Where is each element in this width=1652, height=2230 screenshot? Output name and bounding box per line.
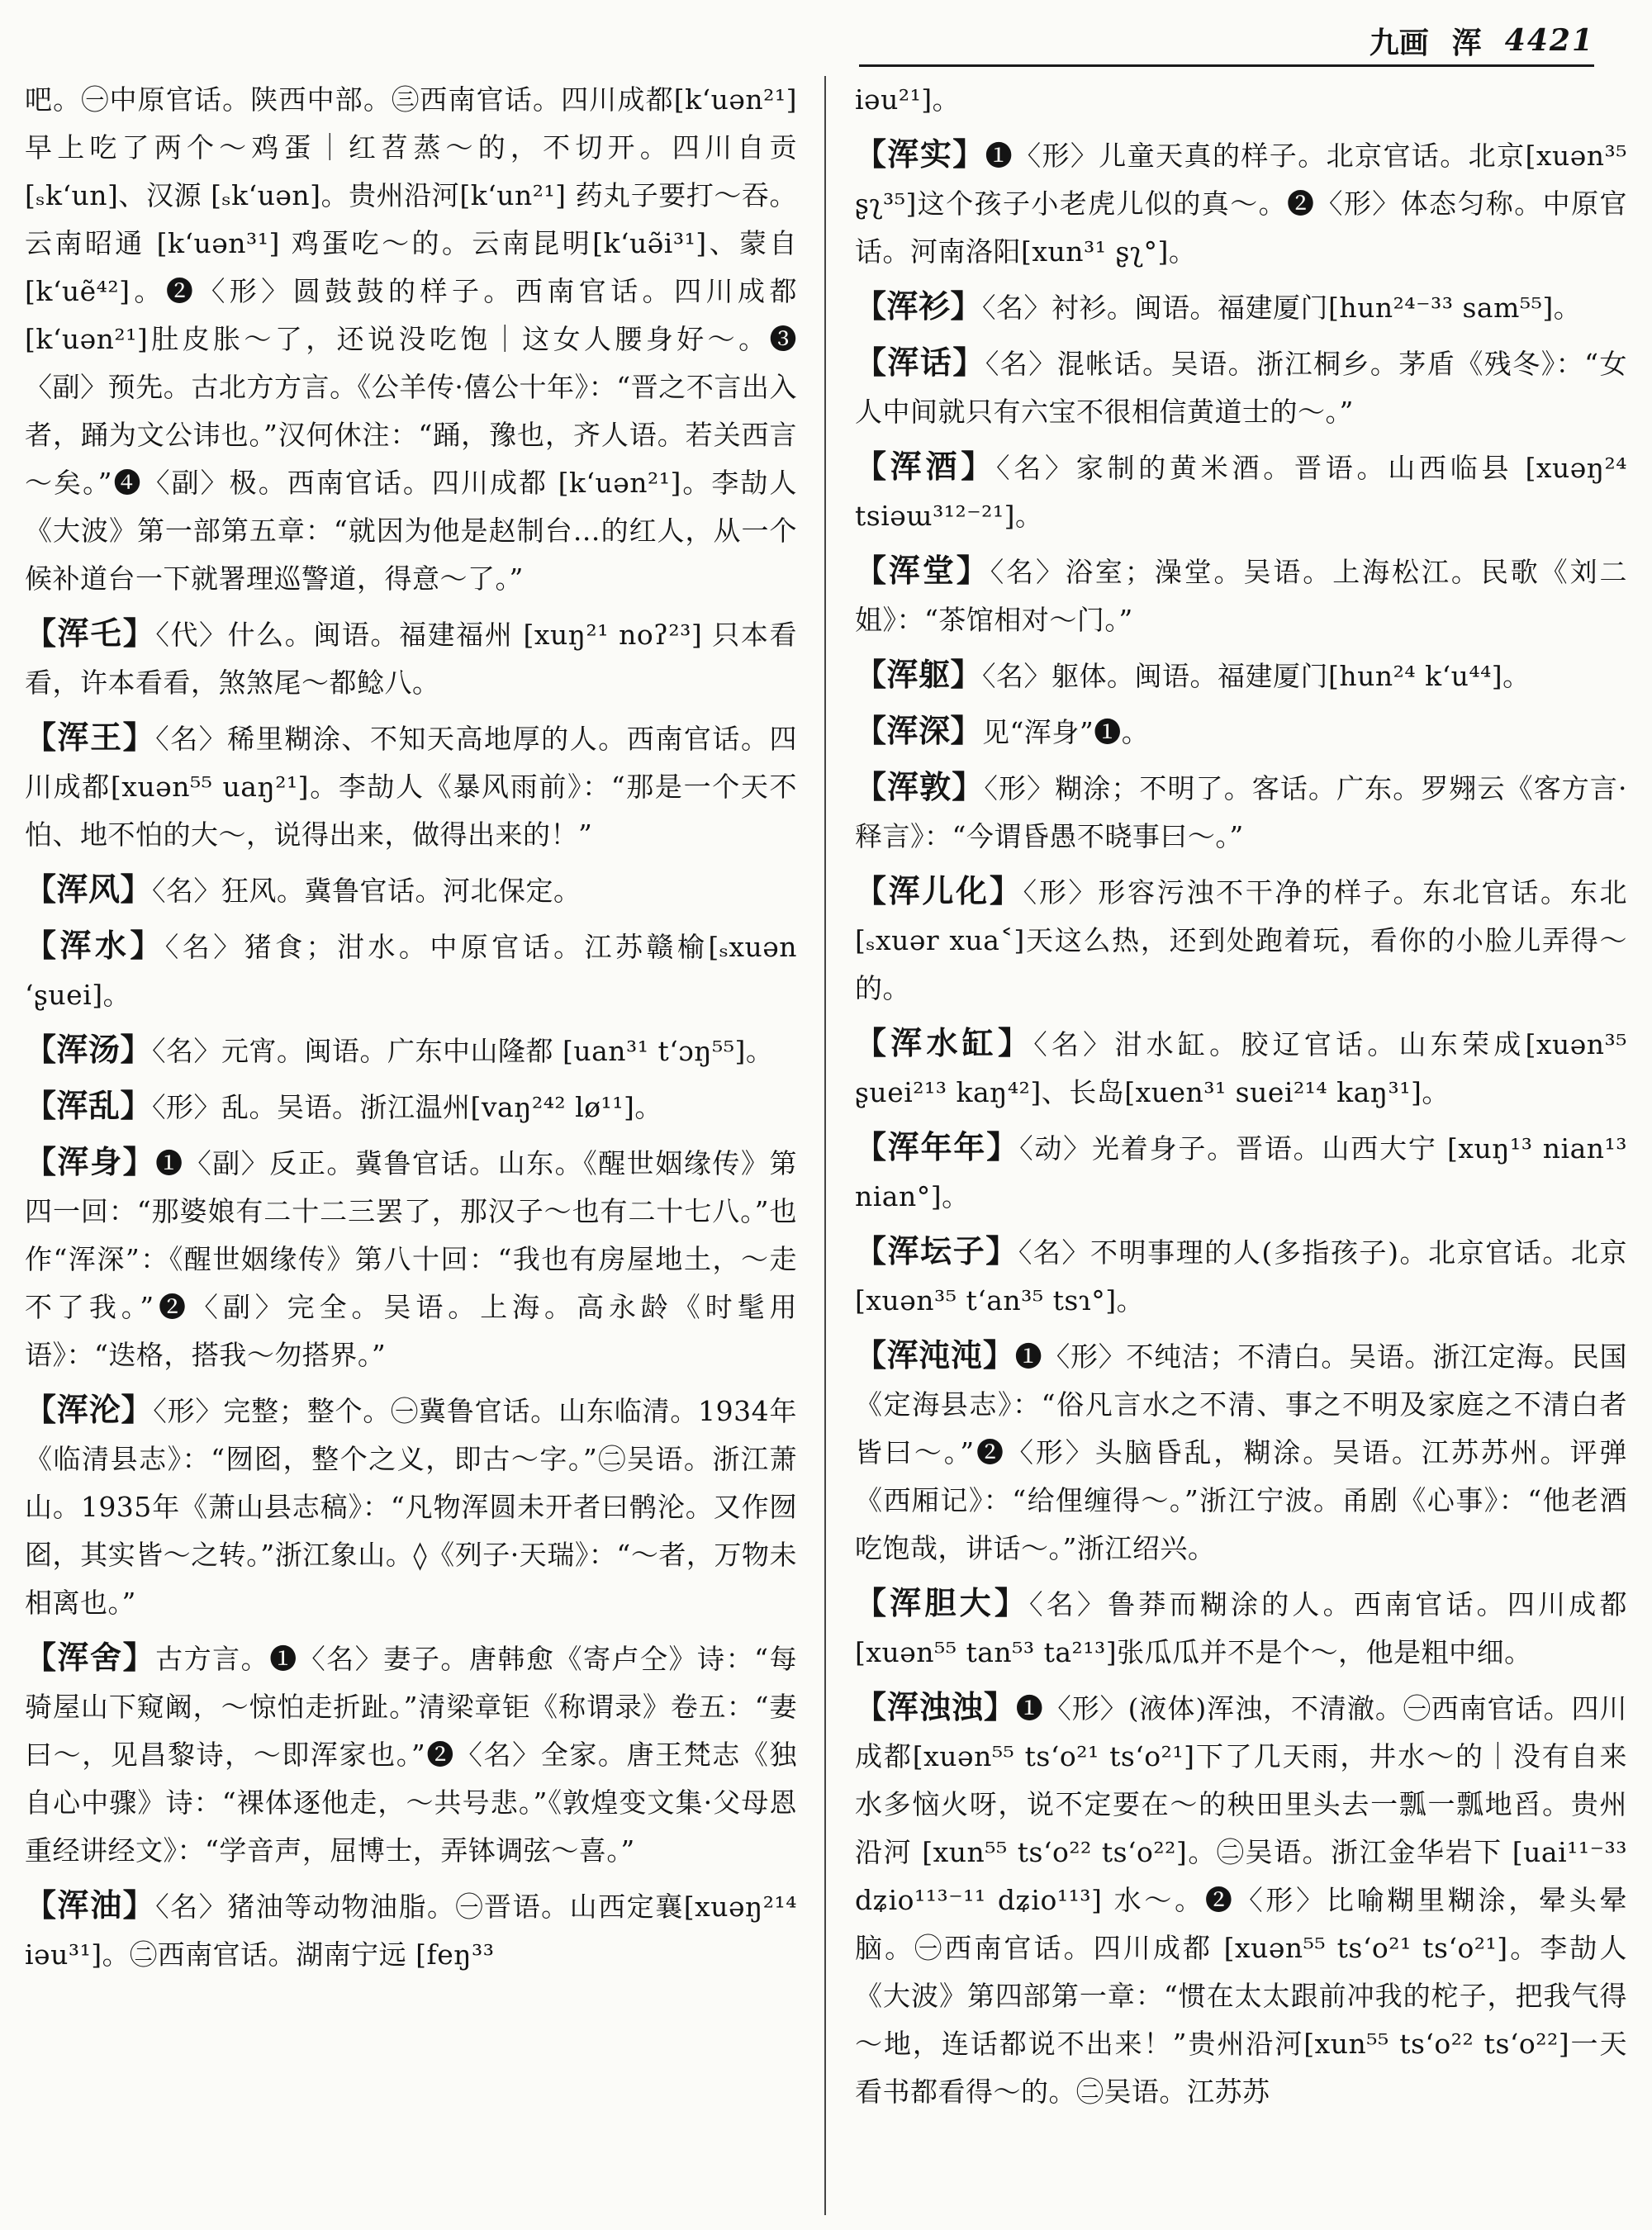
left-column [25,76,797,2215]
dictionary-entry [855,282,1627,332]
entry-headword: 【浑实】 [855,135,985,173]
entry-headword: 【浑风】 [25,871,153,908]
entry-definition: 〈名〉不明事理的人(多指孩子)。北京官话。北京[xuən³⁵ t‘an³⁵ tsɿ°]。 [855,1236,1627,1317]
entry-definition: ❶〈形〉(液体)浑浊，不清澈。㊀西南官话。四川成都[xuən⁵⁵ ts‘o²¹ ts‘o²¹]下了几天雨，井水～的｜没有自来水多恼火呀，说不定要在～的秧田里头去一瓢一瓢地舀。贵州沿河 [xun⁵⁵ ts‘o²² ts‘o²²]。㊁吴语。浙江金华岩下 [uai¹¹⁻³³ dʑio¹¹³⁻¹¹ dʑio¹¹³] 水～。❷〈形〉比喻糊里糊涂，晕头晕脑。㊀西南官话。四川成都 [xuən⁵⁵ ts‘o²¹ ts‘o²¹]。李劼人《大波》第四部第一章：“惯在太太跟前冲我的柁子，把我气得～地，连话都说不出来！”贵州沿河[xun⁵⁵ ts‘o²² ts‘o²²]一天看书都看得～的。㊁吴语。江苏苏 [855,1692,1627,2108]
dictionary-entry [25,1881,797,1979]
dictionary-entry [855,547,1627,644]
entry-headword: 【浑舍】 [25,1639,156,1676]
dictionary-entry [25,1082,797,1132]
entry-definition: 〈名〉狂风。冀鲁官话。河北保定。 [152,875,582,907]
dictionary-entry [25,1634,797,1875]
entry-headword: 【浑沌沌】 [855,1336,1015,1374]
entry-headword: 【浑乱】 [25,1087,153,1124]
dictionary-entry [855,1227,1627,1325]
entry-definition: ❶〈形〉儿童天真的样子。北京官话。北京[xuən³⁵ ʂʅ³⁵]这个孩子小老虎儿似的真～。❷〈形〉体态匀称。中原官话。河南洛阳[xun³¹ ʂʅ°]。 [855,140,1627,268]
entry-definition: 〈名〉混帐话。吴语。浙江桐乡。茅盾《残冬》：“女人中间就只有六宝不很相信黄道士的～。” [855,348,1627,428]
dictionary-entry [855,339,1627,436]
entry-definition: 〈形〉完整；整个。㊀冀鲁官话。山东临清。1934年《临清县志》：“囫囵，整个之义，即古～字。”㊁吴语。浙江萧山。1935年《萧山县志稿》：“凡物浑圆未开者曰鹘沦。又作囫囵，其实皆～之转。”浙江象山。◊《列子·天瑞》：“～者，万物未相离也。” [25,1395,797,1619]
dictionary-entry [855,1579,1627,1677]
entry-headword: 【浑酒】 [855,448,997,485]
dictionary-entry [855,1331,1627,1573]
entry-definition: 〈形〉糊涂；不明了。客话。广东。罗翙云《客方言·释言》：“今谓昏愚不晓事曰～。” [855,772,1627,852]
dictionary-entry [25,922,797,1019]
dictionary-entry [25,1386,797,1627]
right-column [855,76,1627,2215]
dictionary-entry [855,1123,1627,1221]
continued-text [25,76,797,603]
dictionary-entry [25,1026,797,1075]
dictionary-entry [855,651,1627,700]
entry-headword: 【浑衫】 [855,287,983,325]
entry-definition: 见“浑身”❶。 [982,716,1150,748]
entry-definition: 〈代〉什么。闽语。福建福州 [xuŋ²¹ noʔ²³] 只本看看，许本看看，煞煞尾～都鲶八。 [25,619,797,699]
entry-definition: 〈名〉猪油等动物油脂。㊀晋语。山西定襄[xuəŋ²¹⁴ iəu³¹]。㊁西南官话。湖南宁远 [feŋ³³ [25,1891,797,1971]
entry-definition: 〈名〉躯体。闽语。福建厦门[hun²⁴ k‘u⁴⁴]。 [982,660,1531,692]
entry-definition: 〈名〉浴室；澡堂。吴语。上海松江。民歌《刘二姐》：“茶馆相对～门。” [855,556,1627,636]
entry-definition: 〈名〉元宵。闽语。广东中山隆都 [uan³¹ t‘ɔŋ⁵⁵]。 [152,1035,774,1067]
entry-definition: 吧。㊀中原官话。陕西中部。㊂西南官话。四川成都[k‘uən²¹]早上吃了两个～鸡蛋｜红苕蒸～的，不切开。四川自贡 [ₛk‘un]、汉源 [ₛk‘uən]。贵州沿河[k‘un²¹] 药丸子要打～吞。云南昭通 [k‘uən³¹] 鸡蛋吃～的。云南昆明[k‘uə̃i³¹]、蒙自[k‘uẽ⁴²]。❷〈形〉圆鼓鼓的样子。西南官话。四川成都[k‘uən²¹]肚皮胀～了，还说没吃饱｜这女人腰身好～。❸〈副〉预先。古北方方言。《公羊传·僖公十年》：“晋之不言出入者，踊为文公讳也。”汉何休注：“踊，豫也，齐人语。若关西言～矣。”❹〈副〉极。西南官话。四川成都 [k‘uən²¹]。李劼人《大波》第一部第五章：“就因为他是赵制台…的红人，从一个候补道台一下就署理巡警道，得意～了。” [25,83,797,595]
entry-definition: ❶〈副〉反正。冀鲁官话。山东。《醒世姻缘传》第四一回：“那婆娘有二十二三罢了，那汉子～也有二十七八。”也作“浑深”：《醒世姻缘传》第八十回：“我也有房屋地土，～走不了我。”❷〈副〉完全。吴语。上海。高永龄《时髦用语》：“迭格，搭我～勿搭界。” [25,1147,797,1371]
entry-headword: 【浑油】 [25,1886,156,1924]
entry-headword: 【浑儿化】 [855,872,1023,909]
dictionary-entry [855,1019,1627,1117]
entry-headword: 【浑话】 [855,344,985,381]
entry-definition: 古方言。❶〈名〉妻子。唐韩愈《寄卢仝》诗：“每骑屋山下窥阚，～惊怕走折趾。”清梁章钜《称谓录》卷五：“妻曰～，见昌黎诗，～即浑家也。”❷〈名〉全家。唐王梵志《独自心中骤》诗：“裸体逐他走，～共号悲。”《敦煌变文集·父母恩重经讲经文》：“学音声，屈博士，弄钵调弦～喜。” [25,1643,797,1867]
entry-headword: 【浑王】 [25,719,156,756]
entry-headword: 【浑胆大】 [855,1584,1030,1621]
entry-definition: 〈动〉光着身子。晋语。山西大宁 [xuŋ¹³ nian¹³ nian°]。 [855,1132,1627,1212]
entry-headword: 【浑坛子】 [855,1232,1018,1269]
entry-definition: 〈名〉猪食；泔水。中原官话。江苏赣榆[ₛxuən ‘ʂuei]。 [25,931,797,1011]
entry-headword: 【浑水缸】 [855,1024,1034,1061]
entry-definition: 〈名〉家制的黄米酒。晋语。山西临县 [xuəŋ²⁴ tsiəɯ³¹²⁻²¹]。 [855,452,1627,532]
page-number: 4421 [1504,23,1594,58]
entry-definition: iəu²¹]。 [855,83,961,116]
dictionary-entry [855,1683,1627,2116]
entry-headword: 【浑深】 [855,712,983,749]
entry-headword: 【浑身】 [25,1143,156,1180]
continued-text [855,76,1627,124]
entry-definition: 〈名〉衬衫。闽语。福建厦门[hun²⁴⁻³³ sam⁵⁵]。 [982,292,1582,324]
running-header [859,17,1594,67]
entry-definition: 〈形〉形容污浊不干净的样子。东北官话。东北[ₛxuər xua˂]天这么热，还到处跑着玩，看你的小脸儿弄得～的。 [855,876,1627,1004]
dictionary-entry [855,763,1627,861]
header-char: 浑 [1451,25,1482,60]
entry-headword: 【浑堂】 [855,552,990,589]
entry-headword: 【浑汤】 [25,1031,153,1068]
header-section: 九画 [1369,25,1429,60]
dictionary-entry [855,867,1627,1013]
entry-definition: ❶〈形〉不纯洁；不清白。吴语。浙江定海。民国《定海县志》：“俗凡言水之不清、事之不明及家庭之不清白者皆曰～。”❷〈形〉头脑昏乱，糊涂。吴语。江苏苏州。评弹《西厢记》：“给俚缠得～。”浙江宁波。甬剧《心事》：“他老酒吃饱哉，讲话～。”浙江绍兴。 [855,1340,1627,1564]
entry-definition: 〈名〉泔水缸。胶辽官话。山东荣成[xuən³⁵ ʂuei²¹³ kaŋ⁴²]、长岛[xuen³¹ suei²¹⁴ kaŋ³¹]。 [855,1028,1627,1108]
entry-headword: 【浑年年】 [855,1128,1020,1165]
entry-headword: 【浑躯】 [855,656,983,693]
entry-headword: 【浑水】 [25,927,165,964]
entry-headword: 【浑浊浊】 [855,1688,1016,1725]
dictionary-entry [25,610,797,707]
entry-headword: 【浑乇】 [25,614,156,652]
column-divider [824,76,826,2215]
entry-headword: 【浑敦】 [855,768,985,805]
dictionary-entry [25,714,797,859]
entry-definition: 〈名〉鲁莽而糊涂的人。西南官话。四川成都[xuən⁵⁵ tan⁵³ ta²¹³]张瓜瓜并不是个～，他是粗中细。 [855,1588,1627,1668]
entry-definition: 〈名〉稀里糊涂、不知天高地厚的人。西南官话。四川成都[xuən⁵⁵ uaŋ²¹]。李劼人《暴风雨前》：“那是一个天不怕、地不怕的大～，说得出来，做得出来的！” [25,723,797,851]
dictionary-entry [25,1138,797,1379]
entry-headword: 【浑沦】 [25,1391,154,1428]
dictionary-entry [855,130,1627,276]
dictionary-entry [855,707,1627,757]
dictionary-entry [25,866,797,915]
dictionary-entry [855,443,1627,540]
entry-definition: 〈形〉乱。吴语。浙江温州[vaŋ²⁴² lø¹¹]。 [152,1091,662,1123]
